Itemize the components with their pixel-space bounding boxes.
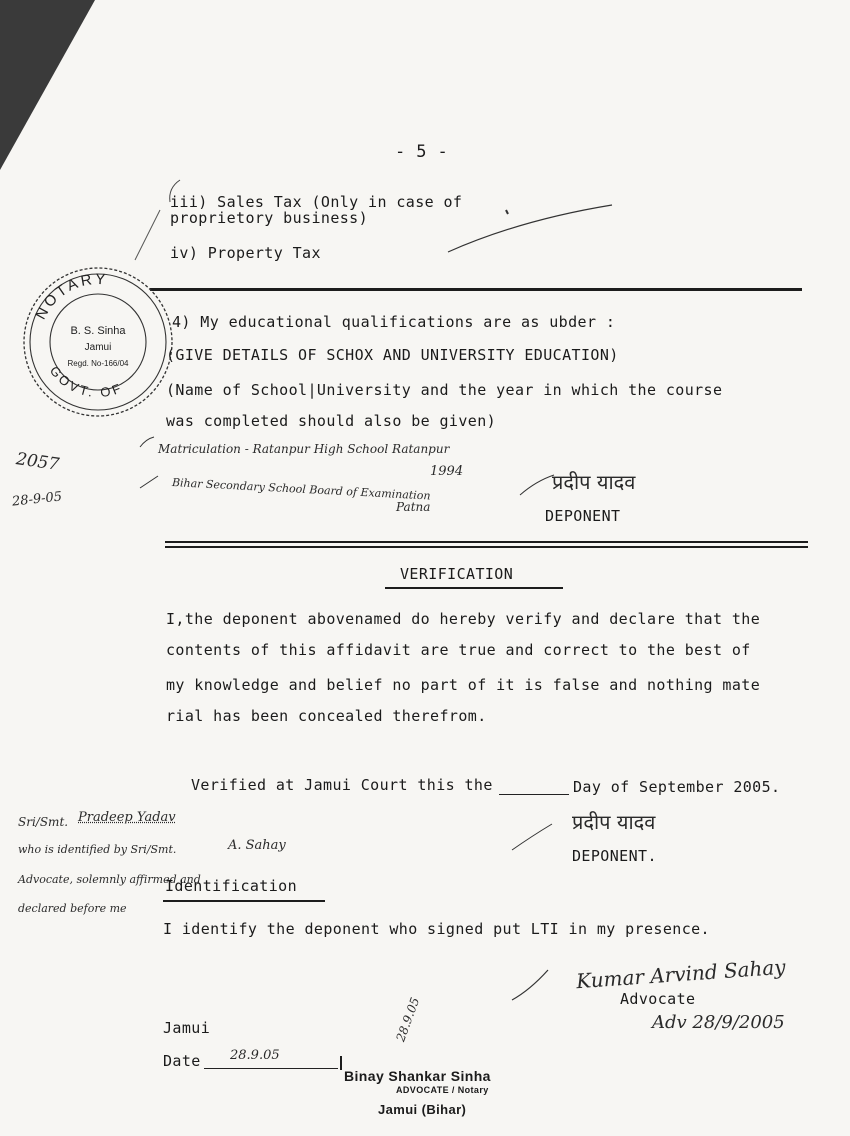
identification-text: I identify the deponent who signed put LTI in my presence. bbox=[163, 920, 710, 938]
divider-rule-top bbox=[165, 541, 808, 543]
verified-month-year: Day of September 2005. bbox=[573, 778, 781, 796]
footer-date-label: Date bbox=[163, 1052, 201, 1070]
verification-underline bbox=[385, 587, 563, 589]
margin-note-number: 2057 bbox=[14, 449, 61, 475]
advocate-label: Advocate bbox=[620, 990, 696, 1008]
oath-line-2-prefix: who is identified by Sri/Smt. bbox=[18, 843, 177, 856]
qualifications-line-2: (GIVE DETAILS OF SCHOX AND UNIVERSITY EDUCATION) bbox=[166, 346, 619, 364]
verification-title: VERIFICATION bbox=[400, 565, 514, 583]
identification-underline bbox=[163, 900, 325, 902]
footer-place: Jamui bbox=[163, 1019, 211, 1037]
notary-name: Binay Shankar Sinha bbox=[344, 1068, 491, 1084]
notary-place: Jamui (Bihar) bbox=[378, 1102, 467, 1117]
advocate-signature: Kumar Arvind Sahay bbox=[575, 954, 787, 994]
handwritten-year: 1994 bbox=[430, 464, 464, 479]
svg-text:GOVT. OF bbox=[47, 363, 126, 400]
oath-line-4: declared before me bbox=[18, 902, 127, 915]
oath-line-3: Advocate, solemnly affirmed and bbox=[18, 873, 201, 886]
footer-date-end-mark bbox=[340, 1056, 342, 1070]
sales-tax-line-2: proprietory business) bbox=[170, 209, 369, 227]
stamp-regd: Regd. No-166/04 bbox=[67, 359, 129, 368]
deponent-label-2: DEPONENT. bbox=[572, 847, 657, 865]
advocate-date-note: Adv 28/9/2005 bbox=[652, 1012, 785, 1033]
verified-at-text: Verified at Jamui Court this the bbox=[191, 776, 493, 794]
handwritten-board: Bihar Secondary School Board of Examination bbox=[171, 476, 431, 503]
qualifications-line-4: was completed should also be given) bbox=[166, 412, 497, 430]
margin-note-date: 28-9-05 bbox=[11, 489, 63, 510]
notary-stamp bbox=[18, 262, 178, 422]
divider-rule bbox=[150, 288, 802, 291]
qualifications-line-1: 4) My educational qualifications are as ubder : bbox=[172, 313, 616, 331]
qualifications-line-3: (Name of School|University and the year in which the course bbox=[166, 381, 723, 399]
verification-line-1: I,the deponent abovenamed do hereby verify and declare that the bbox=[166, 610, 761, 628]
verification-line-3: my knowledge and belief no part of it is false and nothing mate bbox=[166, 676, 761, 694]
property-tax-line: iv) Property Tax bbox=[170, 244, 321, 262]
day-blank bbox=[499, 780, 569, 795]
identification-title: Identification bbox=[165, 877, 298, 895]
stamp-bottom-text: GOVT. OF bbox=[46, 363, 126, 401]
oath-identifier-name: A. Sahay bbox=[228, 838, 286, 853]
verification-line-4: rial has been concealed therefrom. bbox=[166, 707, 487, 725]
sales-tax-line-1: iii) Sales Tax (Only in case of bbox=[170, 193, 463, 211]
page-number: - 5 - bbox=[395, 142, 449, 162]
deponent-signature-2: प्रदीप यादव bbox=[572, 810, 656, 834]
deponent-label-1: DEPONENT bbox=[545, 507, 621, 525]
handwritten-city: Patna bbox=[396, 500, 431, 514]
oath-line-1-prefix: Sri/Smt. bbox=[18, 815, 69, 829]
divider-rule-bottom bbox=[165, 546, 808, 548]
handwritten-school: Matriculation - Ratanpur High School Ratanpur bbox=[158, 442, 450, 456]
notary-initials-date: 28.9.05 bbox=[393, 995, 423, 1044]
svg-text:NOTARY bbox=[32, 271, 108, 323]
stamp-name: B. S. Sinha bbox=[70, 325, 126, 337]
footer-date-value: 28.9.05 bbox=[230, 1048, 280, 1063]
stamp-top-text: NOTARY bbox=[32, 270, 109, 323]
stamp-place: Jamui bbox=[84, 342, 112, 353]
deponent-signature-1: प्रदीप यादव bbox=[552, 470, 636, 494]
oath-deponent-name: Pradeep Yadav bbox=[78, 810, 176, 825]
notary-title: ADVOCATE / Notary bbox=[396, 1085, 489, 1095]
verification-line-2: contents of this affidavit are true and correct to the best of bbox=[166, 641, 751, 659]
